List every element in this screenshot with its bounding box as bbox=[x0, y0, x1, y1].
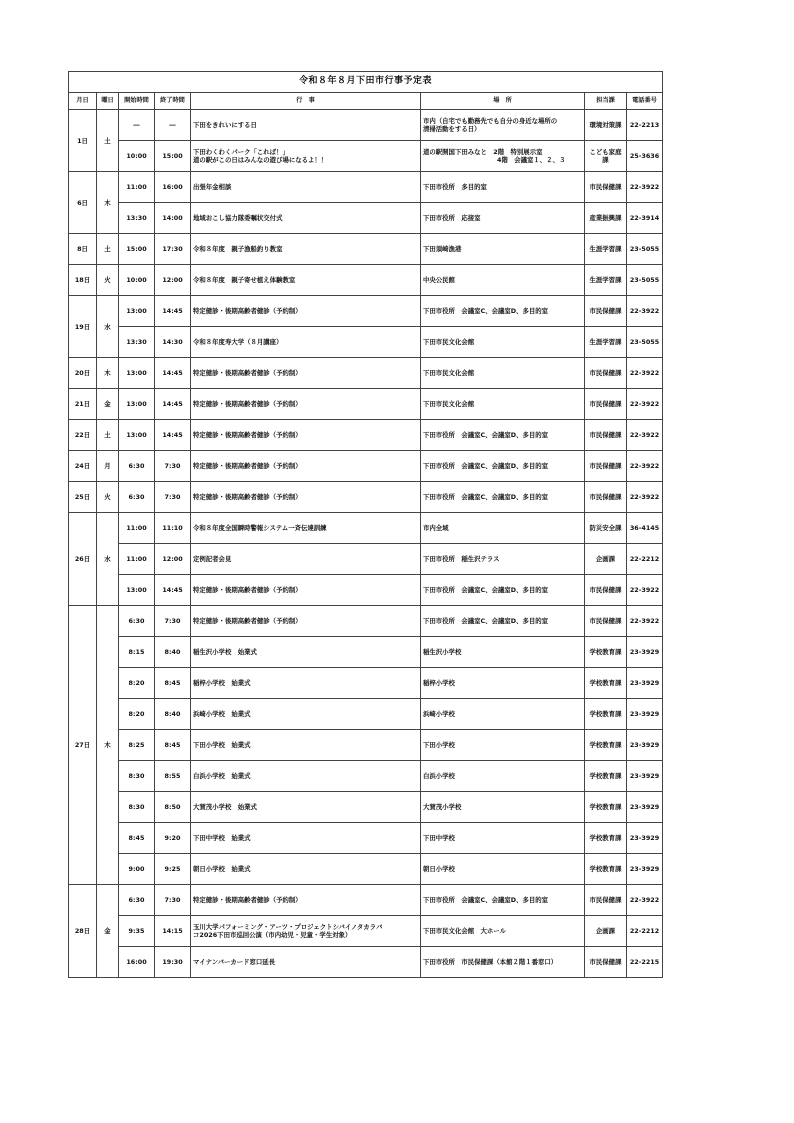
tel-cell: 22-3922 bbox=[627, 420, 663, 451]
dept-cell: 防災安全課 bbox=[585, 513, 627, 544]
dept-cell: 学校教育課 bbox=[585, 699, 627, 730]
dept-cell: 市民保健課 bbox=[585, 947, 627, 978]
tel-cell: 25-3636 bbox=[627, 141, 663, 172]
table-row bbox=[69, 234, 663, 265]
start-time-cell: 13:00 bbox=[119, 389, 155, 420]
start-time-cell: 6:30 bbox=[119, 482, 155, 513]
event-line: 特定健診・後期高齢者健診（予約制） bbox=[193, 586, 302, 594]
dept-cell: こども家庭課 bbox=[585, 141, 627, 172]
column-header-dept: 担当課 bbox=[585, 93, 627, 110]
place-line: 市内（自宅でも勤務先でも自分の身近な場所の bbox=[423, 117, 558, 125]
table-row bbox=[69, 606, 663, 637]
place-line: 清掃活動をする日） bbox=[423, 125, 481, 133]
place-line: 下田市民文化会館 bbox=[423, 400, 475, 408]
event-line: 稲生沢小学校 始業式 bbox=[193, 648, 257, 656]
place-cell bbox=[421, 885, 585, 916]
tel-cell: 23-3929 bbox=[627, 854, 663, 885]
tel-cell: 23-3929 bbox=[627, 823, 663, 854]
event-cell bbox=[191, 234, 421, 265]
event-cell bbox=[191, 513, 421, 544]
column-header-date: 月日 bbox=[69, 93, 97, 110]
tel-cell: 22-3922 bbox=[627, 606, 663, 637]
end-time-cell: 7:30 bbox=[155, 451, 191, 482]
column-header-weekday: 曜日 bbox=[97, 93, 119, 110]
end-time-cell: 14:45 bbox=[155, 296, 191, 327]
place-line: 道の駅開国下田みなと 2階 特別展示室 bbox=[423, 148, 543, 156]
dept-cell: 市民保健課 bbox=[585, 420, 627, 451]
end-time-cell: 8:45 bbox=[155, 730, 191, 761]
table-row bbox=[69, 792, 663, 823]
tel-cell: 22-3922 bbox=[627, 451, 663, 482]
tel-cell: 36-4145 bbox=[627, 513, 663, 544]
place-line: 下田市民文化会館 bbox=[423, 369, 475, 377]
column-header-end: 終了時間 bbox=[155, 93, 191, 110]
weekday-cell: 土 bbox=[97, 234, 119, 265]
dept-cell: 学校教育課 bbox=[585, 823, 627, 854]
place-line: 下田市民文化会館 大ホール bbox=[423, 927, 506, 935]
event-cell bbox=[191, 451, 421, 482]
dept-cell: 企画課 bbox=[585, 916, 627, 947]
place-cell bbox=[421, 110, 585, 141]
place-line: 中央公民館 bbox=[423, 276, 455, 284]
start-time-cell: 6:30 bbox=[119, 885, 155, 916]
event-cell bbox=[191, 544, 421, 575]
event-line: 令和８年度 親子寄せ植え体験教室 bbox=[193, 276, 296, 284]
start-time-cell: 16:00 bbox=[119, 947, 155, 978]
event-line: 特定健診・後期高齢者健診（予約制） bbox=[193, 369, 302, 377]
event-cell bbox=[191, 141, 421, 172]
place-cell bbox=[421, 234, 585, 265]
event-line: 出張年金相談 bbox=[193, 183, 232, 191]
end-time-cell: 14:00 bbox=[155, 203, 191, 234]
date-cell: 21日 bbox=[69, 389, 97, 420]
end-time-cell: 12:00 bbox=[155, 544, 191, 575]
dept-cell: 市民保健課 bbox=[585, 606, 627, 637]
start-time-cell: 8:15 bbox=[119, 637, 155, 668]
event-line: 令和８年度 親子漁船釣り教室 bbox=[193, 245, 283, 253]
date-cell: 28日 bbox=[69, 885, 97, 978]
header-row bbox=[69, 93, 663, 110]
tel-cell: 22-3922 bbox=[627, 358, 663, 389]
end-time-cell: 8:40 bbox=[155, 637, 191, 668]
place-line: 下田中学校 bbox=[423, 834, 455, 842]
table-row bbox=[69, 172, 663, 203]
dept-cell: 市民保健課 bbox=[585, 482, 627, 513]
dept-cell: 企画課 bbox=[585, 544, 627, 575]
start-time-cell: 13:30 bbox=[119, 327, 155, 358]
event-cell bbox=[191, 637, 421, 668]
tel-cell: 23-3929 bbox=[627, 730, 663, 761]
end-time-cell: ― bbox=[155, 110, 191, 141]
place-line: 4階 会議室１、２、３ bbox=[497, 156, 566, 164]
start-time-cell: 8:20 bbox=[119, 699, 155, 730]
start-time-cell: 6:30 bbox=[119, 606, 155, 637]
tel-cell: 22-3922 bbox=[627, 389, 663, 420]
start-time-cell: 13:00 bbox=[119, 296, 155, 327]
start-time-cell: 11:00 bbox=[119, 544, 155, 575]
event-line: 特定健診・後期高齢者健診（予約制） bbox=[193, 896, 302, 904]
event-line: 浜崎小学校 始業式 bbox=[193, 710, 251, 718]
event-cell bbox=[191, 358, 421, 389]
end-time-cell: 8:55 bbox=[155, 761, 191, 792]
dept-cell: 市民保健課 bbox=[585, 358, 627, 389]
tel-cell: 22-3922 bbox=[627, 296, 663, 327]
end-time-cell: 12:00 bbox=[155, 265, 191, 296]
event-line: 稲梓小学校 始業式 bbox=[193, 679, 251, 687]
event-line: 下田中学校 始業式 bbox=[193, 834, 251, 842]
place-cell bbox=[421, 823, 585, 854]
dept-cell: 産業振興課 bbox=[585, 203, 627, 234]
date-cell: 18日 bbox=[69, 265, 97, 296]
table-row bbox=[69, 699, 663, 730]
end-time-cell: 14:15 bbox=[155, 916, 191, 947]
table-row bbox=[69, 296, 663, 327]
place-line: 市内全域 bbox=[423, 524, 449, 532]
start-time-cell: 15:00 bbox=[119, 234, 155, 265]
weekday-cell: 火 bbox=[97, 265, 119, 296]
date-cell: 6日 bbox=[69, 172, 97, 234]
start-time-cell: 6:30 bbox=[119, 451, 155, 482]
tel-cell: 22-3914 bbox=[627, 203, 663, 234]
column-header-place: 場 所 bbox=[421, 93, 585, 110]
weekday-cell: 土 bbox=[97, 110, 119, 172]
end-time-cell: 7:30 bbox=[155, 606, 191, 637]
start-time-cell: 8:30 bbox=[119, 761, 155, 792]
dept-cell: 生涯学習課 bbox=[585, 265, 627, 296]
table-row bbox=[69, 110, 663, 141]
end-time-cell: 8:40 bbox=[155, 699, 191, 730]
dept-cell: 市民保健課 bbox=[585, 172, 627, 203]
end-time-cell: 9:25 bbox=[155, 854, 191, 885]
start-time-cell: 10:00 bbox=[119, 265, 155, 296]
schedule-table bbox=[68, 71, 663, 978]
end-time-cell: 14:30 bbox=[155, 327, 191, 358]
table-row bbox=[69, 358, 663, 389]
dept-cell: 学校教育課 bbox=[585, 792, 627, 823]
table-row bbox=[69, 203, 663, 234]
tel-cell: 23-3929 bbox=[627, 699, 663, 730]
table-row bbox=[69, 482, 663, 513]
dept-cell: 市民保健課 bbox=[585, 885, 627, 916]
end-time-cell: 7:30 bbox=[155, 482, 191, 513]
place-line: 下田市役所 稲生沢テラス bbox=[423, 555, 500, 563]
end-time-cell: 16:00 bbox=[155, 172, 191, 203]
dept-cell: 学校教育課 bbox=[585, 668, 627, 699]
place-line: 下田市役所 会議室C、会議室D、多目的室 bbox=[423, 896, 549, 904]
tel-cell: 22-3922 bbox=[627, 172, 663, 203]
weekday-cell: 木 bbox=[97, 606, 119, 885]
event-cell bbox=[191, 916, 421, 947]
place-cell bbox=[421, 265, 585, 296]
place-line: 下田市役所 会議室C、会議室D、多目的室 bbox=[423, 493, 549, 501]
event-cell bbox=[191, 606, 421, 637]
table-row bbox=[69, 544, 663, 575]
start-time-cell: 11:00 bbox=[119, 172, 155, 203]
table-row bbox=[69, 451, 663, 482]
dept-cell: 生涯学習課 bbox=[585, 327, 627, 358]
event-line: 定例記者会見 bbox=[193, 555, 232, 563]
end-time-cell: 15:00 bbox=[155, 141, 191, 172]
date-cell: 8日 bbox=[69, 234, 97, 265]
tel-cell: 22-2212 bbox=[627, 916, 663, 947]
tel-cell: 22-3922 bbox=[627, 482, 663, 513]
date-cell: 1日 bbox=[69, 110, 97, 172]
place-cell bbox=[421, 389, 585, 420]
table-row bbox=[69, 730, 663, 761]
start-time-cell: 13:30 bbox=[119, 203, 155, 234]
page-title: 令和８年８月下田市行事予定表 bbox=[69, 72, 663, 93]
start-time-cell: 8:45 bbox=[119, 823, 155, 854]
table-row bbox=[69, 854, 663, 885]
place-line: 稲生沢小学校 bbox=[423, 648, 462, 656]
event-cell bbox=[191, 761, 421, 792]
place-cell bbox=[421, 637, 585, 668]
date-cell: 24日 bbox=[69, 451, 97, 482]
date-cell: 22日 bbox=[69, 420, 97, 451]
date-cell: 25日 bbox=[69, 482, 97, 513]
event-cell bbox=[191, 389, 421, 420]
event-line: 特定健診・後期高齢者健診（予約制） bbox=[193, 462, 302, 470]
table-row bbox=[69, 513, 663, 544]
place-cell bbox=[421, 203, 585, 234]
event-line: 下田小学校 始業式 bbox=[193, 741, 251, 749]
event-line: 地域おこし協力隊委嘱状交付式 bbox=[193, 214, 283, 222]
table-row bbox=[69, 575, 663, 606]
weekday-cell: 火 bbox=[97, 482, 119, 513]
date-cell: 27日 bbox=[69, 606, 97, 885]
event-cell bbox=[191, 327, 421, 358]
table-row bbox=[69, 916, 663, 947]
end-time-cell: 7:30 bbox=[155, 885, 191, 916]
place-cell bbox=[421, 947, 585, 978]
start-time-cell: 8:30 bbox=[119, 792, 155, 823]
event-line: 特定健診・後期高齢者健診（予約制） bbox=[193, 617, 302, 625]
place-line: 下田市役所 会議室C、会議室D、多目的室 bbox=[423, 586, 549, 594]
place-line: 浜崎小学校 bbox=[423, 710, 455, 718]
end-time-cell: 8:45 bbox=[155, 668, 191, 699]
event-cell bbox=[191, 172, 421, 203]
event-cell bbox=[191, 699, 421, 730]
place-line: 朝日小学校 bbox=[423, 865, 455, 873]
schedule-body bbox=[69, 110, 663, 978]
place-cell bbox=[421, 513, 585, 544]
place-cell bbox=[421, 172, 585, 203]
place-cell bbox=[421, 854, 585, 885]
column-header-tel: 電話番号 bbox=[627, 93, 663, 110]
place-line: 稲梓小学校 bbox=[423, 679, 455, 687]
table-row bbox=[69, 389, 663, 420]
place-line: 白浜小学校 bbox=[423, 772, 455, 780]
start-time-cell: 10:00 bbox=[119, 141, 155, 172]
event-line: 特定健診・後期高齢者健診（予約制） bbox=[193, 431, 302, 439]
place-cell bbox=[421, 761, 585, 792]
place-cell bbox=[421, 575, 585, 606]
place-cell bbox=[421, 327, 585, 358]
event-cell bbox=[191, 730, 421, 761]
event-cell bbox=[191, 203, 421, 234]
dept-cell: 環境対策課 bbox=[585, 110, 627, 141]
place-cell bbox=[421, 358, 585, 389]
place-line: 下田須崎漁港 bbox=[423, 245, 462, 253]
event-line: マイナンバーカード窓口延長 bbox=[193, 958, 276, 966]
place-cell bbox=[421, 792, 585, 823]
column-header-event: 行 事 bbox=[191, 93, 421, 110]
event-cell bbox=[191, 947, 421, 978]
tel-cell: 22-2213 bbox=[627, 110, 663, 141]
event-cell bbox=[191, 110, 421, 141]
weekday-cell: 月 bbox=[97, 451, 119, 482]
event-line: 特定健診・後期高齢者健診（予約制） bbox=[193, 493, 302, 501]
end-time-cell: 9:20 bbox=[155, 823, 191, 854]
place-cell bbox=[421, 606, 585, 637]
dept-cell: 市民保健課 bbox=[585, 296, 627, 327]
start-time-cell: 8:25 bbox=[119, 730, 155, 761]
end-time-cell: 14:45 bbox=[155, 389, 191, 420]
start-time-cell: 9:00 bbox=[119, 854, 155, 885]
table-row bbox=[69, 637, 663, 668]
table-row bbox=[69, 668, 663, 699]
end-time-cell: 8:50 bbox=[155, 792, 191, 823]
table-row bbox=[69, 265, 663, 296]
place-line: 下田市役所 会議室C、会議室D、多目的室 bbox=[423, 617, 549, 625]
place-line: 大賀茂小学校 bbox=[423, 803, 462, 811]
place-cell bbox=[421, 296, 585, 327]
table-row bbox=[69, 885, 663, 916]
event-cell bbox=[191, 420, 421, 451]
place-cell bbox=[421, 451, 585, 482]
event-cell bbox=[191, 885, 421, 916]
tel-cell: 23-3929 bbox=[627, 792, 663, 823]
tel-cell: 23-3929 bbox=[627, 761, 663, 792]
table-row bbox=[69, 761, 663, 792]
start-time-cell: 9:35 bbox=[119, 916, 155, 947]
dept-cell: 学校教育課 bbox=[585, 761, 627, 792]
start-time-cell: 13:00 bbox=[119, 358, 155, 389]
end-time-cell: 17:30 bbox=[155, 234, 191, 265]
table-row bbox=[69, 141, 663, 172]
event-line: 特定健診・後期高齢者健診（予約制） bbox=[193, 400, 302, 408]
weekday-cell: 木 bbox=[97, 172, 119, 234]
dept-cell: 学校教育課 bbox=[585, 637, 627, 668]
weekday-cell: 水 bbox=[97, 513, 119, 606]
event-cell bbox=[191, 265, 421, 296]
place-cell bbox=[421, 420, 585, 451]
tel-cell: 22-3922 bbox=[627, 575, 663, 606]
weekday-cell: 水 bbox=[97, 296, 119, 358]
place-cell bbox=[421, 141, 585, 172]
place-cell bbox=[421, 544, 585, 575]
table-row bbox=[69, 327, 663, 358]
dept-cell: 市民保健課 bbox=[585, 389, 627, 420]
place-cell bbox=[421, 916, 585, 947]
event-line: 大賀茂小学校 始業式 bbox=[193, 803, 257, 811]
event-line: 令和８年度寿大学（８月講座） bbox=[193, 338, 283, 346]
date-cell: 20日 bbox=[69, 358, 97, 389]
start-time-cell: 13:00 bbox=[119, 575, 155, 606]
event-cell bbox=[191, 296, 421, 327]
start-time-cell: 8:20 bbox=[119, 668, 155, 699]
table-row bbox=[69, 420, 663, 451]
event-line: 玉川大学パフォーミング・アーツ・プロジェクトシバイノタカラバ bbox=[193, 923, 383, 931]
dept-cell: 市民保健課 bbox=[585, 575, 627, 606]
start-time-cell: 13:00 bbox=[119, 420, 155, 451]
end-time-cell: 11:10 bbox=[155, 513, 191, 544]
start-time-cell: ― bbox=[119, 110, 155, 141]
event-cell bbox=[191, 575, 421, 606]
event-line: 特定健診・後期高齢者健診（予約制） bbox=[193, 307, 302, 315]
end-time-cell: 19:30 bbox=[155, 947, 191, 978]
tel-cell: 22-3922 bbox=[627, 885, 663, 916]
event-line: 令和８年度全国瞬時警報システム一斉伝達訓練 bbox=[193, 524, 327, 532]
dept-cell: 学校教育課 bbox=[585, 730, 627, 761]
tel-cell: 23-5055 bbox=[627, 327, 663, 358]
tel-cell: 23-3929 bbox=[627, 637, 663, 668]
table-row bbox=[69, 823, 663, 854]
dept-cell: 市民保健課 bbox=[585, 451, 627, 482]
tel-cell: 22-2215 bbox=[627, 947, 663, 978]
tel-cell: 23-5055 bbox=[627, 265, 663, 296]
date-cell: 26日 bbox=[69, 513, 97, 606]
weekday-cell: 木 bbox=[97, 358, 119, 389]
place-line: 下田市役所 会議室C、会議室D、多目的室 bbox=[423, 462, 549, 470]
event-cell bbox=[191, 668, 421, 699]
weekday-cell: 金 bbox=[97, 389, 119, 420]
start-time-cell: 11:00 bbox=[119, 513, 155, 544]
event-line: 下田をきれいにする日 bbox=[193, 121, 257, 129]
end-time-cell: 14:45 bbox=[155, 575, 191, 606]
place-line: 下田市役所 市民保健課（本館２階１番窓口） bbox=[423, 958, 558, 966]
tel-cell: 23-5055 bbox=[627, 234, 663, 265]
place-line: 下田市民文化会館 bbox=[423, 338, 475, 346]
end-time-cell: 14:45 bbox=[155, 420, 191, 451]
event-line: 道の駅がこの日はみんなの遊び場になるよ！！ bbox=[193, 156, 328, 164]
tel-cell: 22-2212 bbox=[627, 544, 663, 575]
event-line: 白浜小学校 始業式 bbox=[193, 772, 251, 780]
event-line: 朝日小学校 始業式 bbox=[193, 865, 251, 873]
event-line: 下田わくわくパーク「これば！」 bbox=[193, 148, 289, 156]
place-cell bbox=[421, 699, 585, 730]
dept-cell: 学校教育課 bbox=[585, 854, 627, 885]
date-cell: 19日 bbox=[69, 296, 97, 358]
place-line: 下田市役所 多目的室 bbox=[423, 183, 487, 191]
place-cell bbox=[421, 668, 585, 699]
place-line: 下田市役所 会議室C、会議室D、多目的室 bbox=[423, 307, 549, 315]
table-row bbox=[69, 947, 663, 978]
end-time-cell: 14:45 bbox=[155, 358, 191, 389]
event-cell bbox=[191, 854, 421, 885]
weekday-cell: 金 bbox=[97, 885, 119, 978]
event-cell bbox=[191, 792, 421, 823]
event-line: コ2026下田市巡回公演（市内幼児・児童・学生対象） bbox=[193, 931, 352, 939]
place-line: 下田小学校 bbox=[423, 741, 455, 749]
place-line: 下田市役所 会議室C、会議室D、多目的室 bbox=[423, 431, 549, 439]
place-cell bbox=[421, 482, 585, 513]
column-header-start: 開始時間 bbox=[119, 93, 155, 110]
place-cell bbox=[421, 730, 585, 761]
tel-cell: 23-3929 bbox=[627, 668, 663, 699]
dept-cell: 生涯学習課 bbox=[585, 234, 627, 265]
place-line: 下田市役所 応接室 bbox=[423, 214, 481, 222]
event-cell bbox=[191, 482, 421, 513]
event-cell bbox=[191, 823, 421, 854]
weekday-cell: 土 bbox=[97, 420, 119, 451]
